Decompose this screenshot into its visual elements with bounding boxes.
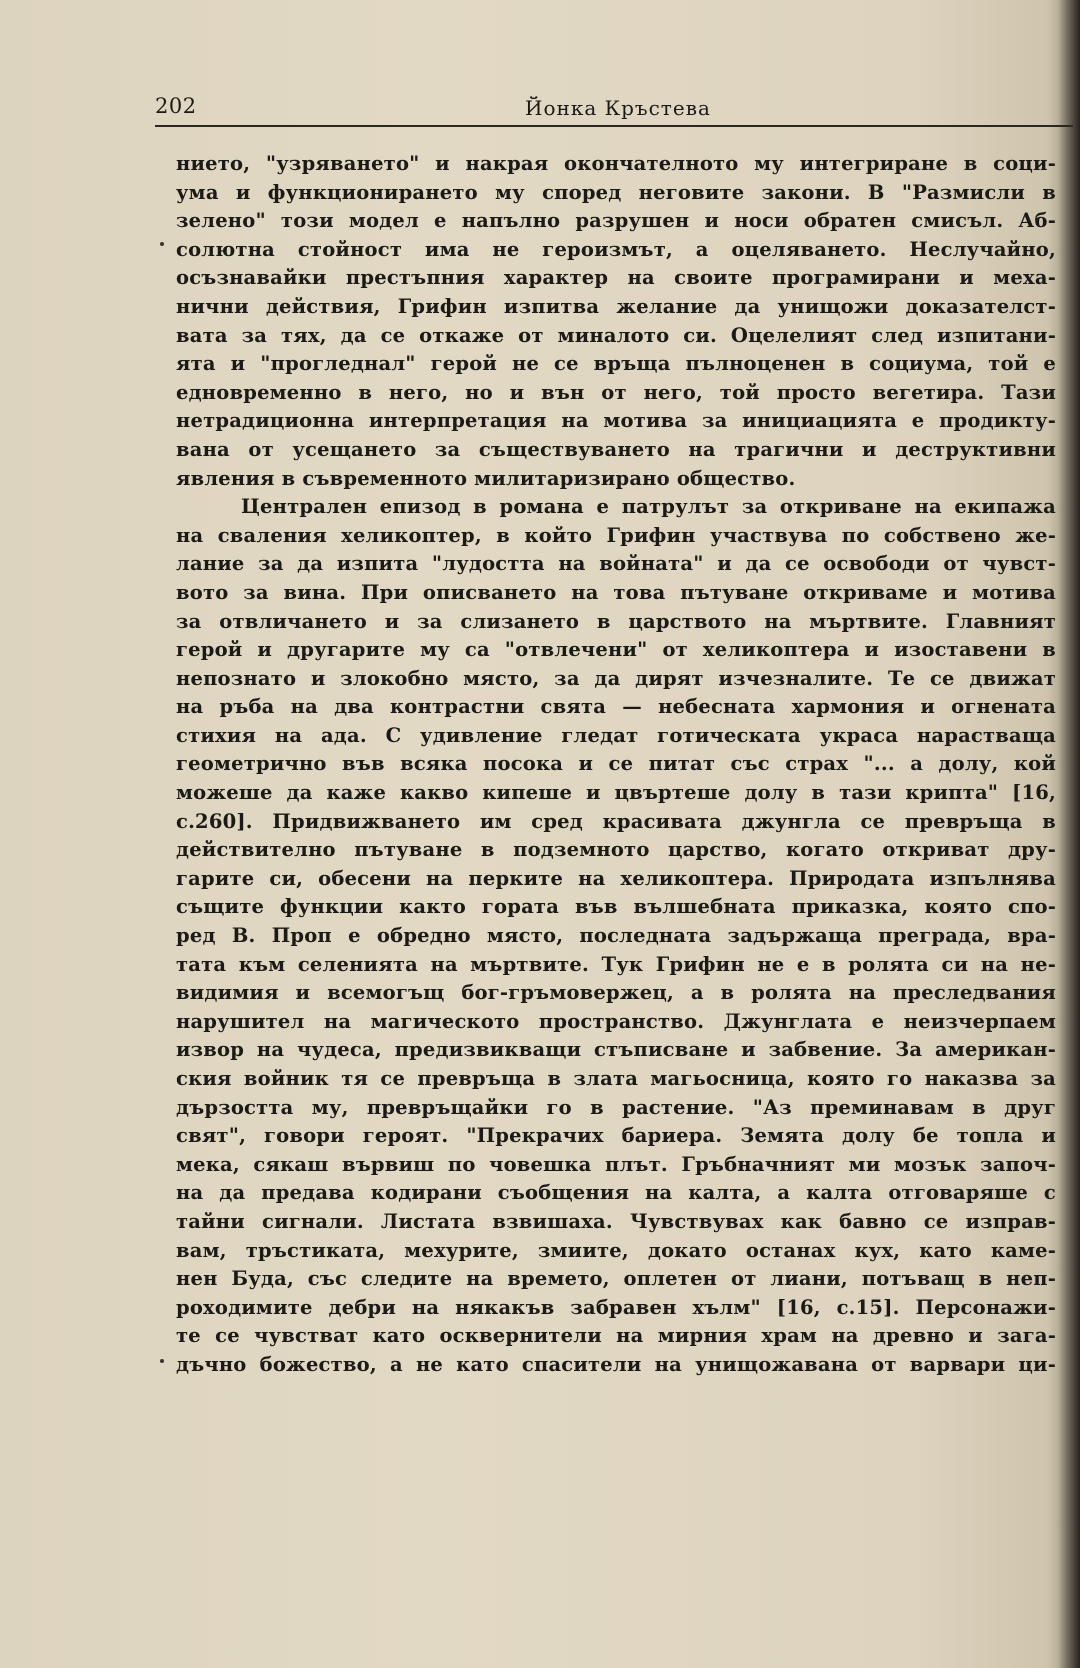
text-line: зелено" този модел е напълно разрушен и носи обратен смисъл. Аб- [176,209,1056,233]
margin-mark [160,1359,164,1363]
text-line: непознато и злокобно място, за да дирят изчезналите. Те се движат [176,666,1056,690]
text-line-paragraph-start: Централен епизод в романа е патрулът за откриване на екипажа [241,495,1056,519]
text-line: на сваления хеликоптер, в който Грифин участвува по собствено же- [176,523,1056,547]
text-line: те се чувстват като осквернители на мирния храм на древно и зага- [176,1324,1056,1348]
text-line: вата за тях, да се откаже от миналото си. Оцелелият след изпитани- [176,323,1056,347]
text-line: ума и функционирането му според неговите закони. В "Размисли в [176,180,1056,204]
text-line: мека, сякаш вървиш по човешка плът. Гръбначният ми мозък започ- [176,1152,1056,1176]
text-line: вам, тръстиката, мехурите, змиите, докато останах кух, като каме- [176,1238,1056,1262]
text-line: нието, "узряването" и накрая окончателното му интегриране в соци- [176,152,1056,175]
text-line: извор на чудеса, предизвикващи стъписване и забвение. За американ- [176,1038,1056,1062]
text-line: осъзнавайки престъпния характер на своите програмирани и меха- [176,266,1056,290]
text-line: вана от усещането за съществуването на трагични и деструктивни [176,437,1056,461]
text-line: с.260]. Придвижването им сред красивата джунгла се превръща в [176,809,1056,833]
header-rule [155,125,1073,127]
text-line: свят", говори героят. "Прекрачих бариера. Земята долу бе топла и [176,1124,1056,1148]
text-line: нични действия, Грифин изпитва желание да унищожи доказателст- [176,294,1056,318]
text-line: стихия на ада. С удивление гледат готическата украса нарастваща [176,723,1056,747]
body-text [176,150,1056,1380]
text-line: дъчно божество, а не като спасители на унищожавана от варвари ци- [176,1352,1056,1376]
text-line: можеше да каже какво кипеше и цвъртеше долу в тази крипта" [16, [176,781,1056,805]
margin-mark [160,242,164,246]
text-line: нарушител на магическото пространство. Джунглата е неизчерпаем [176,1009,1056,1033]
text-line: солютна стойност има не героизмът, а оцеляването. Неслучайно, [176,237,1056,261]
page-number: 202 [155,94,197,118]
text-line: геометрично във всяка посока и се питат със страх "... а долу, кой [176,752,1056,776]
text-line: гарите си, обесени на перките на хеликоптера. Природата изпълнява [176,866,1056,890]
text-line-paragraph-end: явления в съвременното милитаризирано общество. [176,466,796,490]
text-line: същите функции както гората във вълшебната приказка, която спо- [176,895,1056,919]
spine-shadow [1058,0,1080,1668]
text-line: герой и другарите му са "отвлечени" от хеликоптера и изоставени в [176,638,1056,662]
text-line: нен Буда, със следите на времето, оплетен от лиани, потъващ в неп- [176,1267,1056,1291]
text-line: тайни сигнали. Листата взвишаха. Чувствувах как бавно се изправ- [176,1209,1056,1233]
text-line: нетрадиционна интерпретация на мотива за инициацията е продикту- [176,409,1056,433]
running-head-author: Йонка Кръстева [525,96,711,120]
text-line: ята и "прогледнал" герой не се връща пълноценен в социума, той е [176,352,1056,376]
text-line: едновременно в него, но и вън от него, той просто вегетира. Тази [176,380,1056,404]
text-line: дързостта му, превръщайки го в растение. "Аз преминавам в друг [176,1095,1056,1119]
text-line: действително пътуване в подземното царство, когато откриват дру- [176,838,1056,862]
text-line: тата към селенията на мъртвите. Тук Грифин не е в ролята си на не- [176,952,1056,976]
text-line: ския войник тя се превръща в злата магьосница, която го наказва за [176,1067,1056,1090]
text-line: за отвличането и за слизането в царството на мъртвите. Главният [176,609,1056,633]
page-header [155,90,1070,124]
text-line: на да предава кодирани съобщения на калта, а калта отговаряше с [176,1181,1056,1205]
text-line: на ръба на два контрастни свята — небесната хармония и огнената [176,695,1056,719]
text-line: роходимите дебри на някакъв забравен хълм" [16, с.15]. Персонажи- [176,1295,1056,1319]
text-line: лание за да изпита "лудостта на войната" и да се освободи от чувст- [176,552,1056,576]
text-line: видимия и всемогъщ бог-гръмовержец, а в ролята на преследвания [176,981,1056,1005]
text-line: ред В. Проп е обредно място, последната задържаща преграда, вра- [176,924,1056,948]
text-line: вото за вина. При описването на това пътуване откриваме и мотива [176,580,1056,604]
